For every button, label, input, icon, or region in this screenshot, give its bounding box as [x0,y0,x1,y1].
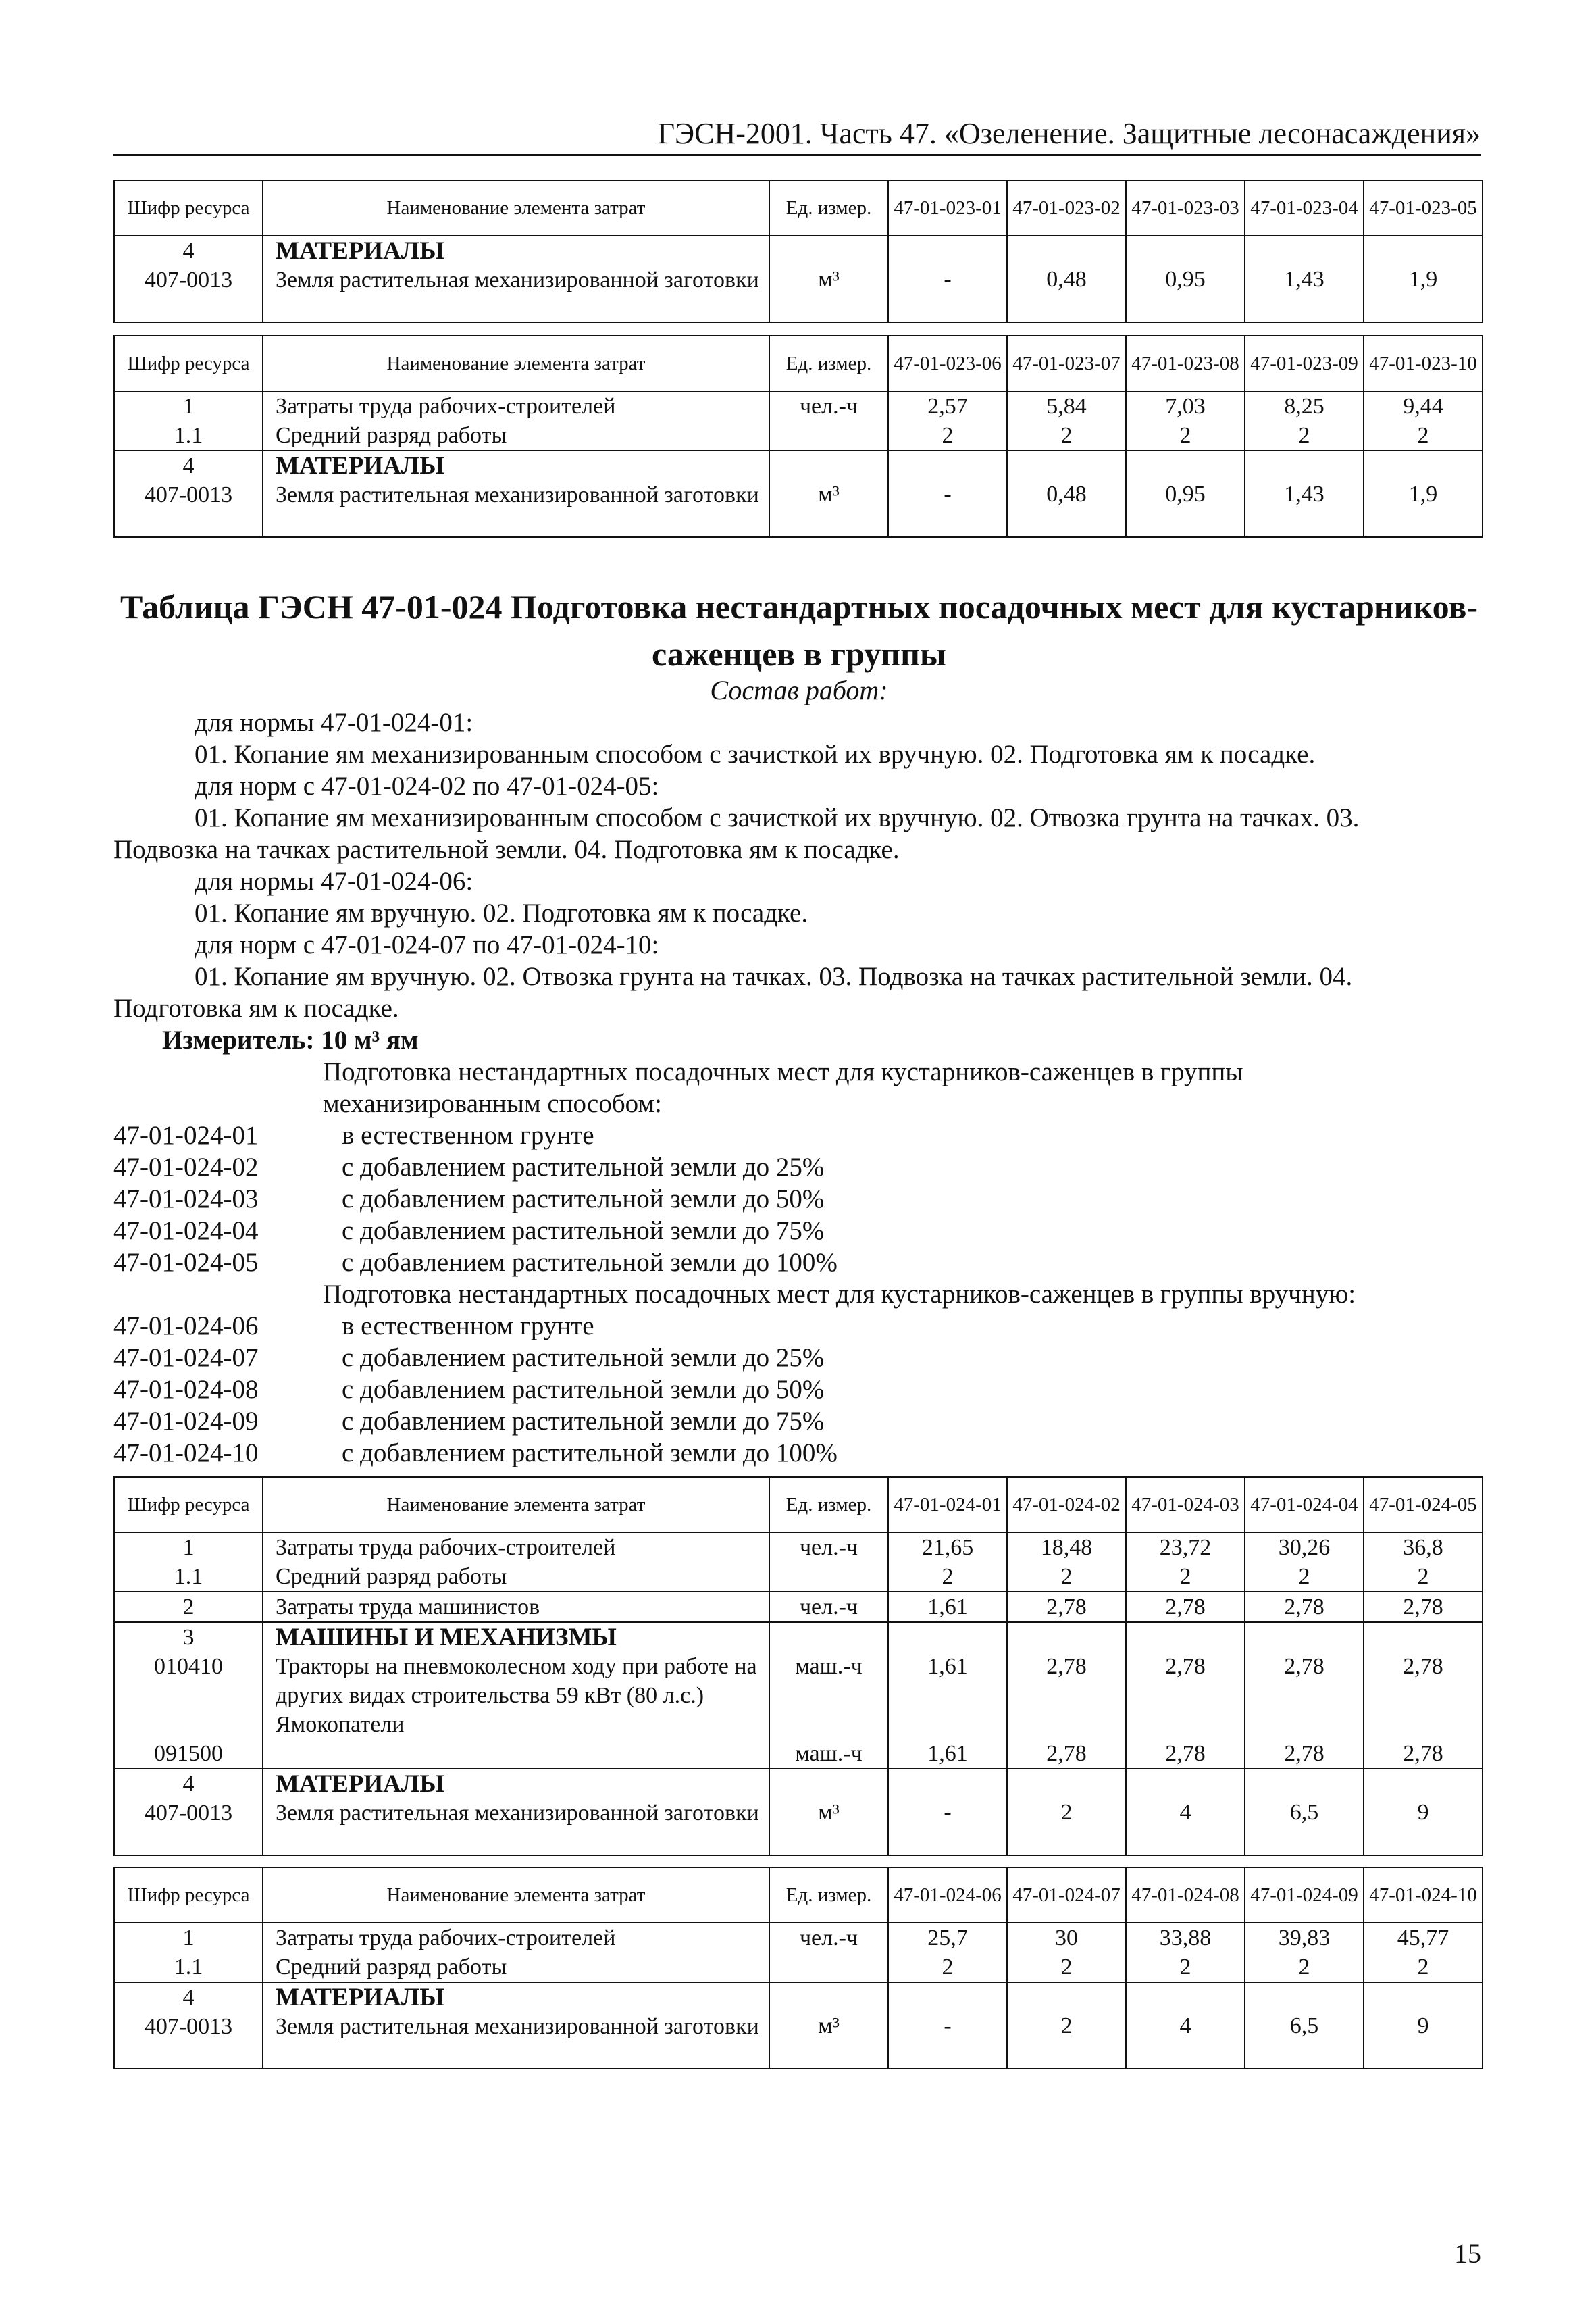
section-code: 3 [182,1625,195,1650]
norm-list-item [113,1120,1485,1151]
resource-name: Затраты труда рабочих-строителей [276,1535,616,1560]
col-norm: 47-01-023-09 [1245,336,1364,391]
value: 2 [1298,1564,1310,1589]
resource-table-d [113,1867,1483,2069]
value: 8,25 [1284,394,1324,419]
section-code: 4 [182,453,195,478]
measure-unit: Измеритель: 10 м³ ям [162,1026,419,1055]
col-unit: Ед. измер. [769,1477,888,1532]
col-norm: 47-01-024-03 [1126,1477,1245,1532]
value-cell [1126,391,1245,451]
value: 21,65 [921,1535,974,1560]
resource-name-cell [263,1622,769,1769]
table-row [114,1592,1483,1622]
resource-name-cell [263,1769,769,1855]
norm-code: 47-01-024-03 [113,1184,259,1213]
table-row [114,236,1483,322]
value: 9,44 [1403,394,1443,419]
value: 2 [1179,1955,1191,1980]
value: 2,78 [1046,1741,1087,1766]
unit-cell: чел.-ч [769,1592,888,1622]
resource-code-cell [114,1982,263,2069]
col-shifr: Шифр ресурса [114,336,263,391]
value: 2 [1417,423,1429,448]
value: 2,78 [1284,1654,1324,1679]
value-cell [1007,1532,1126,1592]
value: 33,88 [1159,1926,1212,1951]
resource-name-cell [263,1923,769,1982]
value-cell: 4 [1126,1769,1245,1855]
resource-table-a [113,180,1483,323]
col-norm: 47-01-023-08 [1126,336,1245,391]
section-code: 4 [182,1771,195,1796]
work-line: Подготовка ям к посадке. [113,994,399,1023]
section-title: МАТЕРИАЛЫ [276,452,444,480]
resource-code-cell [114,391,263,451]
resource-code: 1 [182,1535,195,1560]
col-shifr: Шифр ресурса [114,1867,263,1923]
value: 2 [1298,1955,1310,1980]
unit-cell: чел.-ч [769,1532,888,1592]
col-norm: 47-01-024-06 [888,1867,1007,1923]
col-shifr: Шифр ресурса [114,180,263,236]
resource-name: Земля растительная механизированной заготовки [276,268,759,293]
table-header-row [114,1867,1483,1923]
resource-code: 407-0013 [144,268,233,293]
value: 25,7 [927,1926,968,1951]
resource-code: 091500 [154,1741,223,1766]
norm-text: с добавлением растительной земли до 100% [342,1248,838,1277]
resource-name: Средний разряд работы [276,1955,507,1980]
norm-list-item [113,1183,1485,1215]
resource-name: Земля растительная механизированной заготовки [276,2014,759,2039]
resource-name-cell [263,1532,769,1592]
value-cell: 2 [1007,1769,1126,1855]
unit-cell: м³ [769,451,888,537]
value-cell: 0,95 [1126,236,1245,322]
work-line: Подвозка на тачках растительной земли. 04. Подготовка ям к посадке. [113,835,900,864]
norm-code: 47-01-024-01 [113,1121,259,1150]
value-cell: 2 [1007,1982,1126,2069]
work-line: для норм с 47-01-024-07 по 47-01-024-10: [195,930,659,959]
resource-table-b [113,335,1483,538]
value-cell [1364,1532,1483,1592]
value-cell: 2,78 [1364,1592,1483,1622]
resource-name-cell [263,451,769,537]
resource-code: 1 [182,1926,195,1951]
col-name: Наименование элемента затрат [263,1477,769,1532]
value-cell: 2,78 [1007,1592,1126,1622]
norm-code: 47-01-024-02 [113,1153,259,1182]
value-cell [1126,1622,1245,1769]
norm-text: с добавлением растительной земли до 50% [342,1375,825,1404]
resource-code-cell [114,236,263,322]
resource-name: Средний разряд работы [276,423,507,448]
norm-list-item [113,1247,1485,1278]
value-cell: 9 [1364,1982,1483,2069]
resource-name: Средний разряд работы [276,1564,507,1589]
value: 2,78 [1403,1654,1443,1679]
value: 1,61 [927,1741,968,1766]
value: 2 [1060,423,1073,448]
col-unit: Ед. измер. [769,1867,888,1923]
value: 2 [942,1955,954,1980]
page-number: 15 [1454,2238,1481,2269]
resource-code: 010410 [154,1654,223,1679]
section-title: МАТЕРИАЛЫ [276,1770,444,1798]
norm-code: 47-01-024-09 [113,1407,259,1436]
col-norm: 47-01-024-01 [888,1477,1007,1532]
value-cell: 1,61 [888,1592,1007,1622]
norm-list-item [113,1405,1485,1437]
resource-name: Ямокопатели [276,1712,405,1737]
section-title: МАТЕРИАЛЫ [276,1984,444,2011]
resource-name: Затраты труда рабочих-строителей [276,394,616,419]
unit-cell: м³ [769,1769,888,1855]
resource-code-cell [114,1622,263,1769]
value: 23,72 [1159,1535,1212,1560]
value-cell [1245,1622,1364,1769]
resource-code: 407-0013 [144,482,233,507]
norm-list-item [113,1437,1485,1469]
work-line: 01. Копание ям вручную. 02. Отвозка грунта на тачках. 03. Подвозка на тачках растительной земли. 04. [195,962,1353,991]
resource-code: 407-0013 [144,1801,233,1826]
value: 2,78 [1403,1741,1443,1766]
col-norm: 47-01-023-06 [888,336,1007,391]
norm-text: с добавлением растительной земли до 75% [342,1407,825,1436]
value-cell [1007,1622,1126,1769]
col-norm: 47-01-023-03 [1126,180,1245,236]
value-cell: 6,5 [1245,1982,1364,2069]
norm-code: 47-01-024-05 [113,1248,259,1277]
spacer [119,1681,258,1739]
value: 45,77 [1397,1926,1449,1951]
unit: маш.-ч [795,1654,863,1679]
table-header-row [114,336,1483,391]
value-cell: - [888,451,1007,537]
col-norm: 47-01-024-09 [1245,1867,1364,1923]
work-line: 01. Копание ям вручную. 02. Подготовка ям к посадке. [195,899,808,928]
value: 5,84 [1046,394,1087,419]
value: 7,03 [1165,394,1206,419]
table-row [114,1622,1483,1769]
table-row [114,1923,1483,1982]
table-row [114,1769,1483,1855]
value-cell: - [888,1769,1007,1855]
table-row [114,391,1483,451]
section-title: Таблица ГЭСН 47-01-024 Подготовка нестандартных посадочных мест для кустарников-саженцев в группы [120,588,1478,673]
table-header-row [114,180,1483,236]
resource-name: Затраты труда рабочих-строителей [276,1926,616,1951]
resource-name-cell [263,1982,769,2069]
value: 2 [942,1564,954,1589]
resource-name: Тракторы на пневмоколесном ходу при работе на других видах строительства 59 кВт (80 л.с.) [276,1654,757,1708]
resource-code: 2 [114,1592,263,1622]
value-cell: 4 [1126,1982,1245,2069]
value: 2 [1060,1564,1073,1589]
resource-code: 407-0013 [144,2014,233,2039]
value: 2,78 [1046,1654,1087,1679]
norm-text: в естественном грунте [342,1121,594,1150]
unit-cell: чел.-ч [769,1923,888,1982]
table-row [114,1532,1483,1592]
norm-code: 47-01-024-08 [113,1375,259,1404]
value: 1,61 [927,1654,968,1679]
section-code: 4 [182,1985,195,2010]
value: 2 [942,423,954,448]
col-norm: 47-01-024-05 [1364,1477,1483,1532]
value-cell [1126,1532,1245,1592]
group-heading: механизированным способом: [323,1089,662,1118]
norm-list-item [113,1151,1485,1183]
resource-code: 1 [182,394,195,419]
value: 2,57 [927,394,968,419]
col-norm: 47-01-024-08 [1126,1867,1245,1923]
col-unit: Ед. измер. [769,180,888,236]
value-cell [888,1923,1007,1982]
resource-code: 1.1 [174,1564,203,1589]
value: 36,8 [1403,1535,1443,1560]
work-line: для норм с 47-01-024-02 по 47-01-024-05: [195,772,659,801]
col-norm: 47-01-023-04 [1245,180,1364,236]
col-norm: 47-01-023-10 [1364,336,1483,391]
value: 2 [1179,1564,1191,1589]
value-cell [888,1532,1007,1592]
norm-code: 47-01-024-04 [113,1216,259,1245]
col-norm: 47-01-024-02 [1007,1477,1126,1532]
resource-code-cell [114,1769,263,1855]
unit-cell: м³ [769,1982,888,2069]
col-name: Наименование элемента затрат [263,336,769,391]
norm-text: с добавлением растительной земли до 50% [342,1184,825,1213]
col-name: Наименование элемента затрат [263,1867,769,1923]
col-norm: 47-01-023-05 [1364,180,1483,236]
norm-text: с добавлением растительной земли до 25% [342,1153,825,1182]
running-header: ГЭСН-2001. Часть 47. «Озеленение. Защитные лесонасаждения» [657,117,1481,150]
norm-code: 47-01-024-07 [113,1343,259,1372]
value: 2 [1060,1955,1073,1980]
value-cell [1245,1532,1364,1592]
work-line: для нормы 47-01-024-01: [195,708,473,737]
value-cell [1364,1923,1483,1982]
section-title: МАТЕРИАЛЫ [276,237,444,265]
value-cell [1245,391,1364,451]
norm-text: с добавлением растительной земли до 25% [342,1343,825,1372]
value-cell: - [888,1982,1007,2069]
value: 2,78 [1284,1741,1324,1766]
value-cell: 1,9 [1364,236,1483,322]
value: 30,26 [1278,1535,1331,1560]
work-line: для нормы 47-01-024-06: [195,867,473,896]
value-cell [888,1622,1007,1769]
col-shifr: Шифр ресурса [114,1477,263,1532]
value: 18,48 [1040,1535,1093,1560]
value-cell: 0,48 [1007,236,1126,322]
group-heading: Подготовка нестандартных посадочных мест для кустарников-саженцев в группы [323,1057,1243,1086]
norm-list-item [113,1342,1485,1374]
group-heading: Подготовка нестандартных посадочных мест для кустарников-саженцев в группы вручную: [323,1280,1356,1309]
resource-code-cell [114,451,263,537]
col-norm: 47-01-023-02 [1007,180,1126,236]
resource-name: Земля растительная механизированной заготовки [276,1801,759,1826]
value-cell [1245,1923,1364,1982]
value: 2 [1179,423,1191,448]
resource-name-cell [263,391,769,451]
norm-text: с добавлением растительной земли до 100% [342,1438,838,1467]
value: 2 [1298,423,1310,448]
unit-cell: чел.-ч [769,391,888,451]
col-norm: 47-01-024-10 [1364,1867,1483,1923]
resource-name: Затраты труда машинистов [263,1592,769,1622]
header-rule [113,154,1481,156]
resource-code-cell [114,1923,263,1982]
value-cell [1364,391,1483,451]
norm-text: с добавлением растительной земли до 75% [342,1216,825,1245]
resource-code: 1.1 [174,423,203,448]
resource-code: 1.1 [174,1955,203,1980]
table-row [114,451,1483,537]
work-composition-label: Состав работ: [710,675,888,705]
value-cell: 0,95 [1126,451,1245,537]
value-cell: 6,5 [1245,1769,1364,1855]
resource-name-cell [263,236,769,322]
value-cell [1126,1923,1245,1982]
value-cell [888,391,1007,451]
value-cell [1007,1923,1126,1982]
work-composition [113,707,1485,1469]
norm-list-item [113,1215,1485,1247]
norm-code: 47-01-024-10 [113,1438,259,1467]
norm-list-item [113,1374,1485,1405]
col-norm: 47-01-023-01 [888,180,1007,236]
col-norm: 47-01-024-07 [1007,1867,1126,1923]
value-cell: 1,43 [1245,451,1364,537]
table-row [114,1982,1483,2069]
resource-table-c [113,1476,1483,1856]
unit: маш.-ч [795,1741,863,1766]
value: 30 [1055,1926,1078,1951]
unit-cell [769,1622,888,1769]
unit-cell: м³ [769,236,888,322]
value-cell [1364,1622,1483,1769]
col-name: Наименование элемента затрат [263,180,769,236]
table-header-row [114,1477,1483,1532]
col-norm: 47-01-023-07 [1007,336,1126,391]
value-cell: 2,78 [1245,1592,1364,1622]
resource-name: Земля растительная механизированной заготовки [276,482,759,507]
value: 2,78 [1165,1741,1206,1766]
value: 2,78 [1165,1654,1206,1679]
section-code: 4 [182,238,195,263]
value-cell: 1,9 [1364,451,1483,537]
value-cell: - [888,236,1007,322]
value-cell: 9 [1364,1769,1483,1855]
norm-code: 47-01-024-06 [113,1311,259,1340]
col-unit: Ед. измер. [769,336,888,391]
value: 2 [1417,1955,1429,1980]
work-line: 01. Копание ям механизированным способом с зачисткой их вручную. 02. Отвозка грунта на тачках. 03. [195,803,1360,832]
col-norm: 47-01-024-04 [1245,1477,1364,1532]
norm-text: в естественном грунте [342,1311,594,1340]
work-line: 01. Копание ям механизированным способом с зачисткой их вручную. 02. Подготовка ям к посадке. [195,740,1316,769]
section-title: МАШИНЫ И МЕХАНИЗМЫ [276,1624,617,1651]
value: 39,83 [1278,1926,1331,1951]
value-cell: 2,78 [1126,1592,1245,1622]
value: 2 [1417,1564,1429,1589]
value-cell: 0,48 [1007,451,1126,537]
value-cell [1007,391,1126,451]
value-cell: 1,43 [1245,236,1364,322]
resource-code-cell [114,1532,263,1592]
norm-list-item [113,1310,1485,1342]
